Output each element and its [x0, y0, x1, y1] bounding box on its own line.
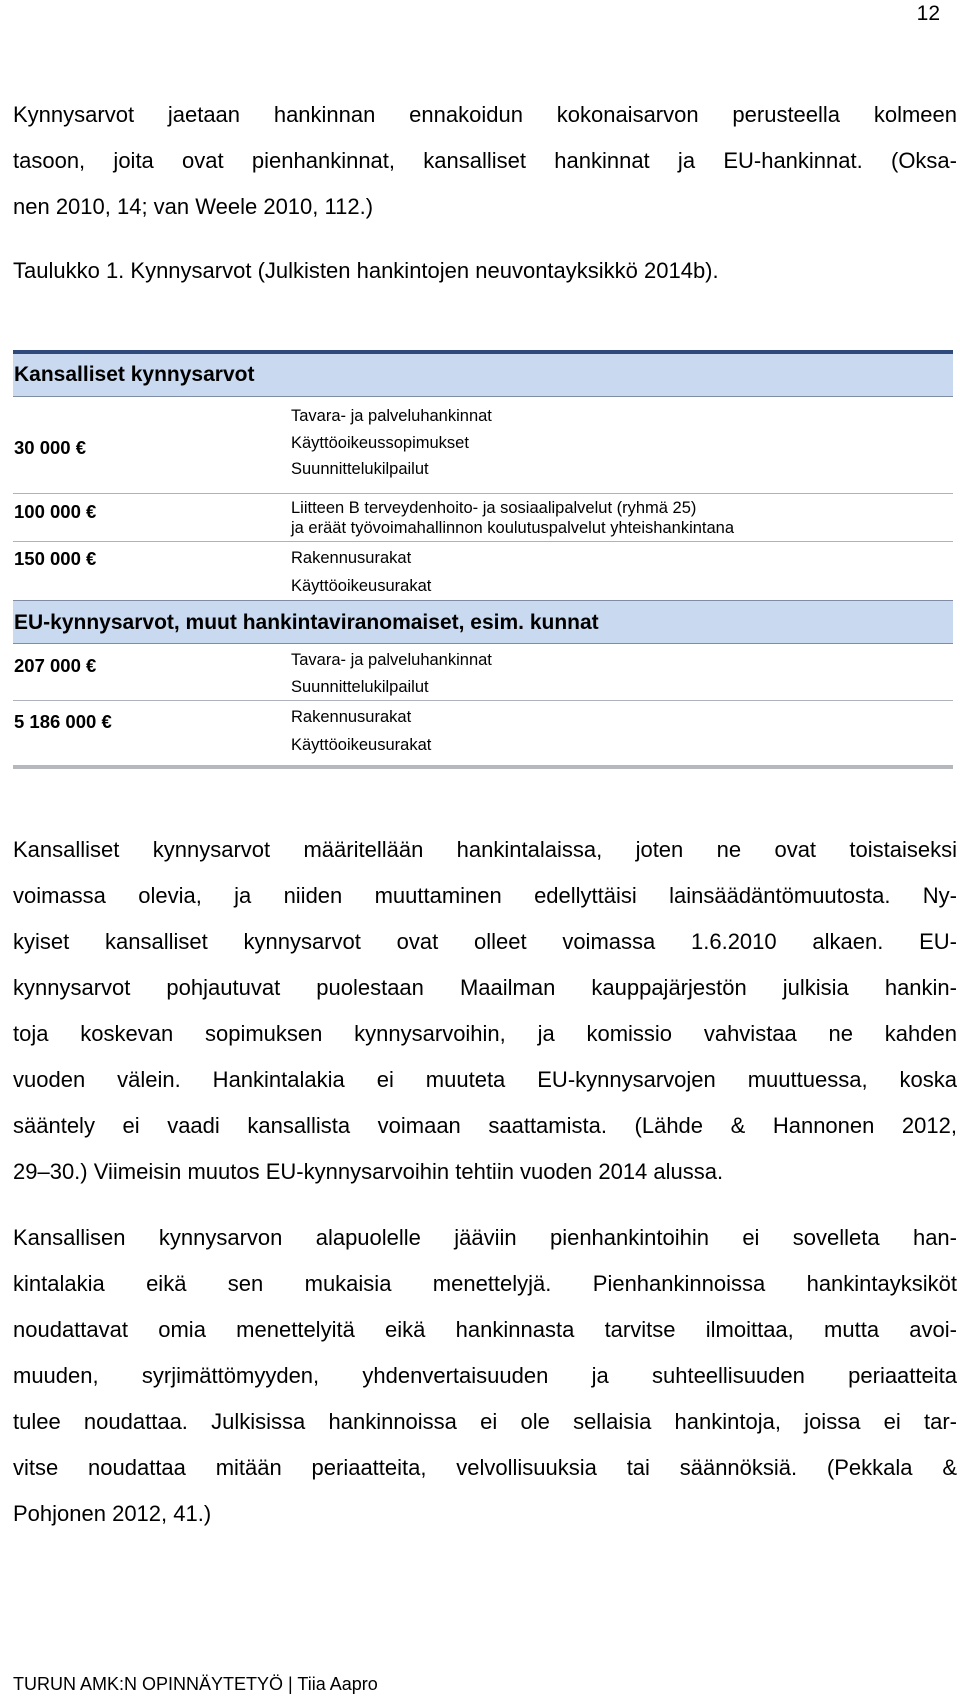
- procurement-type: Rakennusurakat: [291, 708, 412, 726]
- page-number: 12: [916, 2, 940, 25]
- text-line: kintalakia eikä sen mukaisia menettelyjä. Pienhankinnoissa hankintayksiköt: [13, 1271, 957, 1296]
- text-line: noudattavat omia menettelyitä eikä hankinnasta tarvitse ilmoittaa, mutta avoi-: [13, 1317, 957, 1342]
- text-line: Kansallisen kynnysarvon alapuolelle jääviin pienhankintoihin ei sovelleta han-: [13, 1225, 957, 1250]
- page-footer: TURUN AMK:N OPINNÄYTETYÖ | Tiia Aapro: [13, 1674, 378, 1694]
- text-line: tulee noudattaa. Julkisissa hankinnoissa ei ole sellaisia hankintoja, joissa ei tar-: [13, 1409, 957, 1434]
- text-line: kynnysarvot pohjautuvat puolestaan Maailman kauppajärjestön julkisia hankin-: [13, 975, 957, 1000]
- text-line: Kynnysarvot jaetaan hankinnan ennakoidun kokonaisarvon perusteella kolmeen: [13, 102, 957, 127]
- procurement-type: Rakennusurakat: [291, 549, 412, 567]
- threshold-description: [291, 494, 953, 538]
- intro-paragraph: [13, 92, 957, 230]
- text-line: vuoden välein. Hankintalakia ei muuteta EU-kynnysarvojen muuttuessa, koska: [13, 1067, 957, 1092]
- text-line: nen 2010, 14; van Weele 2010, 112.): [13, 194, 374, 219]
- table-row: [13, 701, 953, 765]
- paragraph-thresholds: [13, 827, 957, 1195]
- text-line: sääntely ei vaadi kansallista voimaan saattamista. (Lähde & Hannonen 2012,: [13, 1113, 957, 1138]
- table-row: [13, 494, 953, 542]
- threshold-amount: 150 000 €: [14, 548, 97, 569]
- threshold-description: [291, 542, 953, 600]
- text-line: toja koskevan sopimuksen kynnysarvoihin, ja komissio vahvistaa ne kahden: [13, 1021, 957, 1046]
- text-line: 29–30.) Viimeisin muutos EU-kynnysarvoihin tehtiin vuoden 2014 alussa.: [13, 1159, 724, 1184]
- procurement-type: Suunnittelukilpailut: [291, 460, 429, 478]
- procurement-type: Tavara- ja palveluhankinnat: [291, 407, 492, 425]
- procurement-type: Käyttöoikeussopimukset: [291, 433, 469, 452]
- table-row: [13, 542, 953, 600]
- threshold-description: [291, 397, 953, 483]
- table-row: [13, 397, 953, 494]
- text-line: vitse noudattaa mitään periaatteita, velvollisuuksia tai säännöksiä. (Pekkala &: [13, 1455, 957, 1480]
- threshold-table: [13, 350, 953, 769]
- procurement-type: ja eräät työvoimahallinnon koulutuspalvelut yhteishankintana: [291, 519, 735, 537]
- table-row: [13, 644, 953, 701]
- section-header-national: Kansalliset kynnysarvot: [13, 354, 953, 397]
- procurement-type: Käyttöoikeusurakat: [291, 577, 432, 595]
- threshold-description: [291, 701, 953, 759]
- text-line: Pohjonen 2012, 41.): [13, 1501, 212, 1526]
- threshold-amount: 5 186 000 €: [14, 711, 112, 732]
- paragraph-small-procurements: [13, 1215, 957, 1537]
- text-line: tasoon, joita ovat pienhankinnat, kansalliset hankinnat ja EU-hankinnat. (Oksa-: [13, 148, 957, 173]
- procurement-type: Suunnittelukilpailut: [291, 678, 429, 696]
- text-line: muuden, syrjimättömyyden, yhdenvertaisuuden ja suhteellisuuden periaatteita: [13, 1363, 957, 1388]
- text-line: Kansalliset kynnysarvot määritellään hankintalaissa, joten ne ovat toistaiseksi: [13, 837, 957, 862]
- procurement-type: Tavara- ja palveluhankinnat: [291, 651, 492, 669]
- table-bottom-rule: [13, 765, 953, 769]
- procurement-type: Liitteen B terveydenhoito- ja sosiaalipalvelut (ryhmä 25): [291, 499, 697, 517]
- table-caption: Taulukko 1. Kynnysarvot (Julkisten hankintojen neuvontayksikkö 2014b).: [13, 258, 719, 283]
- section-header-eu: EU-kynnysarvot, muut hankintaviranomaiset, esim. kunnat: [13, 600, 953, 644]
- threshold-amount: 100 000 €: [14, 501, 97, 522]
- procurement-type: Käyttöoikeusurakat: [291, 736, 432, 754]
- threshold-description: [291, 644, 953, 701]
- threshold-amount: 207 000 €: [14, 655, 97, 676]
- threshold-amount: 30 000 €: [14, 437, 87, 458]
- text-line: kyiset kansalliset kynnysarvot ovat olleet voimassa 1.6.2010 alkaen. EU-: [13, 929, 957, 954]
- text-line: voimassa olevia, ja niiden muuttaminen edellyttäisi lainsäädäntömuutosta. Ny-: [13, 883, 957, 908]
